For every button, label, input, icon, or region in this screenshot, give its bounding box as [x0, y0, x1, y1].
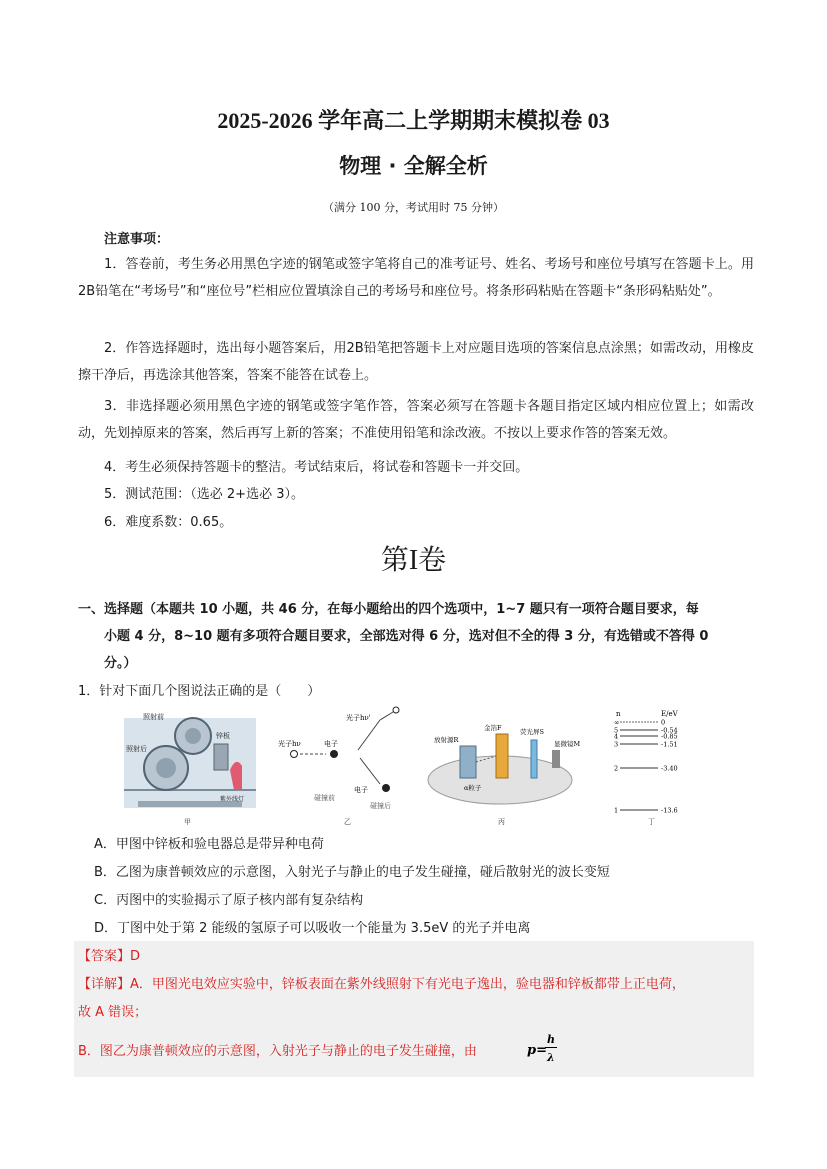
yi-before: 碰撞前: [314, 794, 335, 802]
figure-bing: [428, 723, 581, 826]
energy-level-n: 3: [614, 740, 619, 749]
detail-a1: A．甲图光电效应实验中，锌板表面在紫外线照射下有光电子逸出，验电器和锌板都带上正电荷，: [130, 977, 685, 992]
notice-item-1: 1．答卷前，考生务必用黑色字迹的钢笔或签字笔将自己的准考证号、姓名、考场号和座位号填写在答题卡上。用2B铅笔在“考场号”和“座位号”栏相应位置填涂自己的考场号和座位号。将条形码粘贴在答题卡“条形码粘贴处”。: [78, 257, 754, 299]
yi-photon-after: 光子hν': [346, 714, 371, 722]
formula-h: h: [547, 1033, 555, 1046]
energy-level-n: ∞: [614, 718, 620, 727]
yi-caption: 乙: [344, 818, 351, 826]
notice-item-6: 6．难度系数：0.65。: [104, 515, 233, 530]
bing-microscope: 显微镜M: [554, 740, 581, 748]
jia-label-before: 照射后: [126, 745, 147, 753]
question-stem: 1．针对下面几个图说法正确的是（ ）: [78, 684, 321, 699]
bing-source: 放射源R: [434, 736, 459, 744]
notice-item-4: 4．考生必须保持答题卡的整洁。考试结束后，将试卷和答题卡一并交回。: [104, 460, 529, 475]
ding-n-header: n: [616, 710, 621, 718]
energy-level-value: -0.54: [661, 726, 678, 735]
answer-value: D: [130, 949, 141, 964]
energy-level-n: 4: [614, 732, 619, 741]
figure-ding: [614, 710, 679, 826]
jia-label-zinc: 锌板: [216, 732, 230, 740]
yi-photon: 光子hν: [278, 740, 301, 748]
energy-level-value: -3.40: [661, 764, 678, 773]
option-c[interactable]: C．丙图中的实验揭示了原子核内部有复杂结构: [94, 893, 364, 908]
section-line-2: 小题 4 分，8~10 题有多项符合题目要求，全部选对得 6 分，选对但不全的得 3 分，有选错或不答得 0: [104, 629, 709, 644]
notice-item-3: 3．非选择题必须用黑色字迹的钢笔或签字笔作答，答案必须写在答题卡各题目指定区域内相应位置上；如需改动，先划掉原来的答案，然后再写上新的答案；不准使用铅笔和涂改液。不按以上要求作答的答案无效。: [78, 399, 754, 441]
page-subtitle: 物理 · 全解全析: [339, 154, 488, 178]
option-d[interactable]: D．丁图中处于第 2 能级的氢原子可以吸收一个能量为 3.5eV 的光子并电离: [94, 921, 531, 936]
detail-a2: 故 A 错误；: [78, 1005, 148, 1020]
jia-label-lamp: 紫外线灯: [220, 796, 245, 803]
energy-level-n: 1: [614, 806, 619, 815]
bing-caption: 丙: [498, 818, 505, 826]
answer-label: 【答案】: [78, 949, 131, 964]
volume-heading: 第I卷: [380, 545, 447, 576]
detail-line-a1: [78, 973, 685, 992]
yi-electron-after: 电子: [354, 786, 368, 794]
detail-b: B．图乙为康普顿效应的示意图，入射光子与静止的电子发生碰撞，由: [78, 1044, 477, 1059]
energy-level-value: -1.51: [661, 740, 678, 749]
notice-item-2: 2．作答选择题时，选出每小题答案后，用2B铅笔把答题卡上对应题目选项的答案信息点涂黑；如需改动，用橡皮擦干净后，再选涂其他答案，答案不能答在试卷上。: [78, 341, 754, 383]
formula-p: p=: [527, 1043, 547, 1058]
section-heading: [78, 596, 754, 677]
section-line-3: 分。）: [104, 656, 137, 671]
ding-caption: 丁: [648, 818, 655, 826]
jia-label-after: 照射前: [143, 713, 164, 721]
yi-electron: 电子: [324, 740, 338, 748]
energy-level-n: 5: [614, 726, 619, 735]
bing-alpha: α粒子: [464, 784, 482, 792]
figure-jia: [124, 712, 256, 826]
energy-level-value: -0.85: [661, 732, 678, 741]
detail-label: 【详解】: [78, 977, 131, 992]
formula-lambda: λ: [547, 1051, 555, 1064]
ding-e-header: E/eV: [661, 710, 678, 718]
yi-after: 碰撞后: [370, 802, 391, 810]
energy-level-value: 0: [661, 718, 666, 727]
notice-heading: 注意事项：: [104, 232, 170, 247]
section-line-1: 一、选择题（本题共 10 小题，共 46 分，在每小题给出的四个选项中，1~7 题只有一项符合题目要求，每: [78, 602, 699, 617]
jia-caption: 甲: [184, 818, 191, 826]
bing-foil: 金箔F: [484, 724, 502, 732]
formula-bar: [545, 1047, 557, 1048]
bing-screen: 荧光屏S: [520, 728, 544, 736]
option-a[interactable]: A．甲图中锌板和验电器总是带异种电荷: [94, 837, 324, 852]
option-b[interactable]: B．乙图为康普顿效应的示意图，入射光子与静止的电子发生碰撞，碰后散射光的波长变短: [94, 865, 610, 880]
page-title: 2025-2026 学年高二上学期期末模拟卷 03: [217, 108, 610, 133]
figure-yi: [278, 707, 399, 826]
answer-line: [78, 945, 140, 964]
notice-item-5: 5．测试范围：（选必 2+选必 3）。: [104, 487, 304, 502]
energy-level-n: 2: [614, 764, 619, 773]
exam-meta: （满分 100 分，考试用时 75 分钟）: [323, 201, 504, 214]
energy-level-value: -13.6: [661, 806, 678, 815]
question-figure: [118, 706, 690, 826]
